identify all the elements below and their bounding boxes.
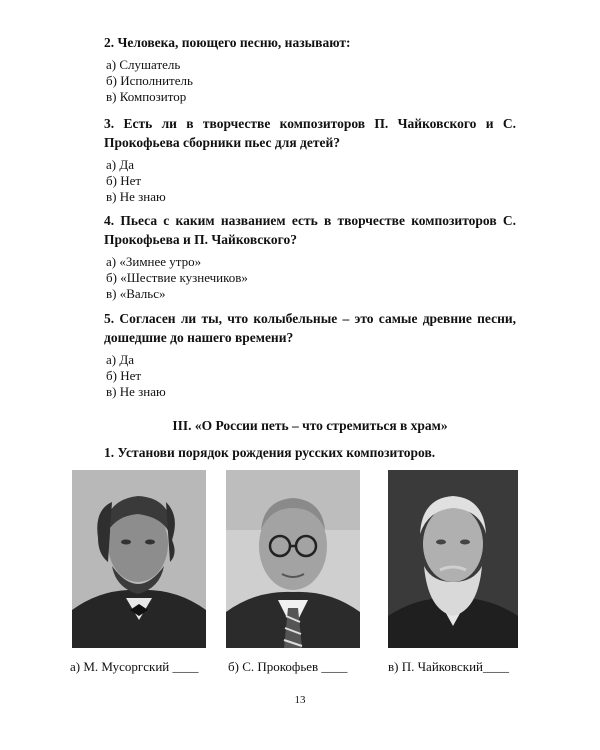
portrait-caption: а) М. Мусоргский ____ (70, 659, 199, 674)
answer-option: а) Да (106, 352, 134, 367)
portrait-mussorgsky (72, 470, 206, 648)
answer-option: б) Нет (106, 368, 142, 383)
question-2 (104, 33, 516, 105)
portrait-tchaikovsky (388, 470, 518, 648)
answer-option: а) Слушатель (106, 57, 181, 72)
question-title: 3. Есть ли в творчестве композиторов П. Чайковского и С. Прокофьева сборники пьес для детей? (104, 116, 516, 150)
portrait-caption: б) С. Прокофьев ____ (228, 659, 348, 674)
section-title: III. «О России петь – что стремиться в храм» (172, 418, 448, 433)
answer-option: в) Не знаю (106, 384, 166, 399)
question-5 (104, 309, 516, 400)
question-title: 5. Согласен ли ты, что колыбельные – это самые древние песни, дошедшие до нашего времени? (104, 311, 516, 345)
question-4 (104, 211, 516, 302)
answer-option: а) «Зимнее утро» (106, 254, 202, 269)
answer-option: в) Композитор (106, 89, 187, 104)
question-3 (104, 114, 516, 205)
answer-option: б) «Шествие кузнечиков» (106, 270, 248, 285)
question-title: 4. Пьеса с каким названием есть в творчестве композиторов С. Прокофьева и П. Чайковского? (104, 213, 516, 247)
portrait-prokofiev (226, 470, 360, 648)
answer-option: б) Нет (106, 173, 142, 188)
task-title: 1. Установи порядок рождения русских композиторов. (104, 445, 436, 460)
answer-option: в) Не знаю (106, 189, 166, 204)
answer-option: а) Да (106, 157, 134, 172)
page-number: 13 (294, 694, 306, 706)
portrait-caption: в) П. Чайковский____ (388, 659, 509, 674)
answer-option: б) Исполнитель (106, 73, 193, 88)
question-title: 2. Человека, поющего песню, называют: (104, 35, 351, 50)
answer-option: в) «Вальс» (106, 286, 166, 301)
